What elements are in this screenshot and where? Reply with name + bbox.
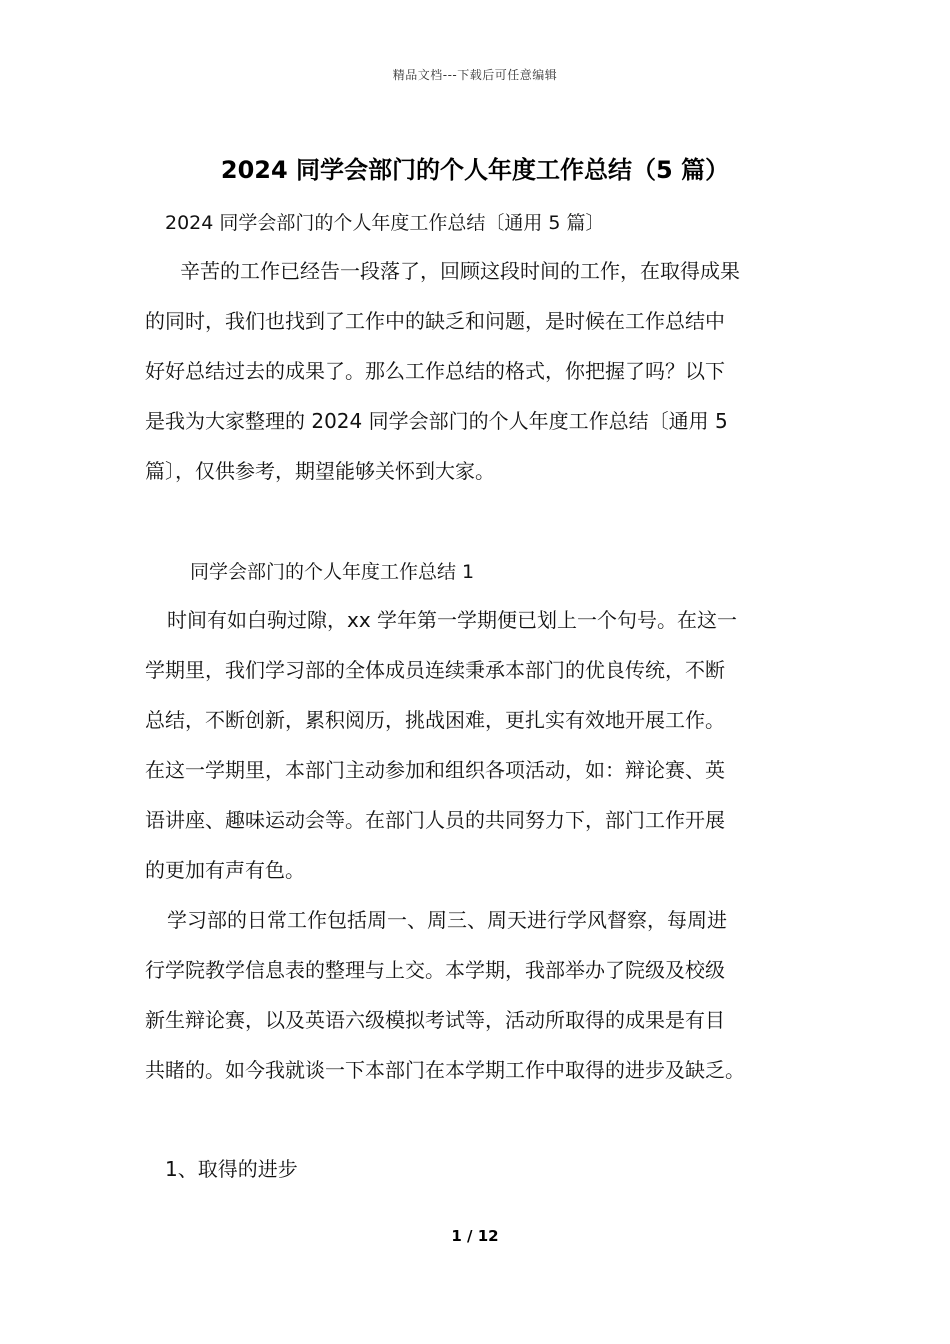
para1-line-3: 总结，不断创新，累积阅历，挑战困难，更扎实有效地开展工作。 <box>145 708 725 732</box>
para1-line-2: 学期里，我们学习部的全体成员连续秉承本部门的优良传统，不断 <box>145 658 725 682</box>
para1-line-6: 的更加有声有色。 <box>145 858 305 882</box>
document-subtitle: 2024 同学会部门的个人年度工作总结〔通用 5 篇〕 <box>165 212 605 234</box>
header-note: 精品文档---下载后可任意编辑 <box>392 68 558 82</box>
para1-line-5: 语讲座、趣味运动会等。在部门人员的共同努力下，部门工作开展 <box>145 808 725 832</box>
intro-line-1: 辛苦的工作已经告一段落了，回顾这段时间的工作，在取得成果 <box>180 259 740 283</box>
page-number: 1 / 12 <box>451 1227 499 1245</box>
intro-paragraph <box>145 246 810 496</box>
section1-paragraph-2 <box>145 895 810 1095</box>
intro-line-5: 篇〕，仅供参考，期望能够关怀到大家。 <box>145 459 495 483</box>
intro-line-4: 是我为大家整理的 2024 同学会部门的个人年度工作总结〔通用 5 <box>145 409 728 433</box>
para2-line-1: 学习部的日常工作包括周一、周三、周天进行学风督察，每周进 <box>167 908 727 932</box>
item-heading: 1、取得的进步 <box>165 1157 298 1181</box>
intro-line-2: 的同时，我们也找到了工作中的缺乏和问题，是时候在工作总结中 <box>145 309 725 333</box>
section-heading: 同学会部门的个人年度工作总结 1 <box>190 561 475 583</box>
document-title: 2024 同学会部门的个人年度工作总结（5 篇） <box>220 156 730 184</box>
intro-line-3: 好好总结过去的成果了。那么工作总结的格式，你把握了吗？以下 <box>145 359 725 383</box>
para1-line-1: 时间有如白驹过隙，xx 学年第一学期便已划上一个句号。在这一 <box>167 608 738 632</box>
para2-line-4: 共睹的。如今我就谈一下本部门在本学期工作中取得的进步及缺乏。 <box>145 1058 745 1082</box>
para1-line-4: 在这一学期里，本部门主动参加和组织各项活动，如：辩论赛、英 <box>145 758 725 782</box>
para2-line-3: 新生辩论赛，以及英语六级模拟考试等，活动所取得的成果是有目 <box>145 1008 725 1032</box>
para2-line-2: 行学院教学信息表的整理与上交。本学期，我部举办了院级及校级 <box>145 958 725 982</box>
section1-paragraph-1 <box>145 595 810 895</box>
